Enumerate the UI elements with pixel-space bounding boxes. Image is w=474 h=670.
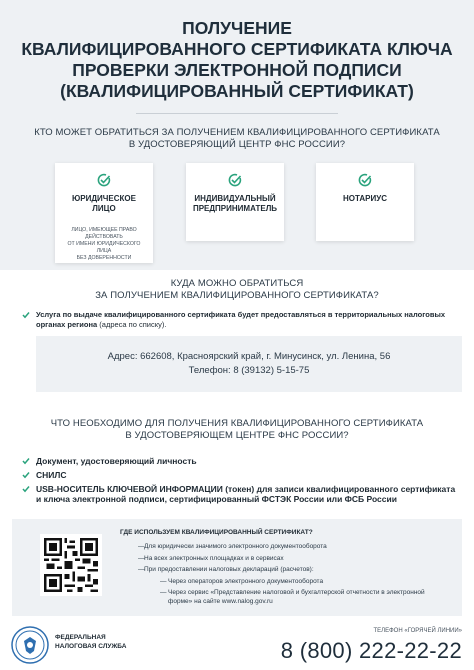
bullet-normal-text: (адреса по списку). bbox=[97, 319, 167, 329]
check-icon bbox=[22, 485, 30, 493]
need-question bbox=[10, 418, 464, 442]
address-phone: Телефон: 8 (39132) 5-15-75 bbox=[188, 365, 310, 376]
need-item-text: Документ, удостоверяющий личность bbox=[36, 456, 197, 466]
address-text: Адрес: 662608, Красноярский край, г. Минусинск, ул. Ленина, 56 bbox=[107, 351, 391, 362]
list-item bbox=[22, 456, 462, 466]
card-entrepreneur bbox=[186, 163, 284, 241]
fns-emblem-icon bbox=[10, 625, 50, 665]
need-question-line: В УДОСТОВЕРЯЮЩЕМ ЦЕНТРЕ ФНС РОССИИ? bbox=[125, 430, 349, 441]
card-title-line: ИНДИВИДУАЛЬНЫЙ bbox=[194, 194, 276, 203]
list-item: — На всех электронных площадках и в сервисах bbox=[120, 555, 450, 564]
card-notary bbox=[316, 163, 414, 241]
page-title bbox=[10, 18, 464, 102]
list-item: — Через сервис «Представление налоговой и бухгалтерской отчетности в электронной форме» на сайте www.nalog.gov.ru bbox=[120, 589, 450, 606]
footer-org-line: НАЛОГОВАЯ СЛУЖБА bbox=[55, 642, 127, 650]
who-question-line: В УДОСТОВЕРЯЮЩИЙ ЦЕНТР ФНС РОССИИ? bbox=[128, 139, 346, 150]
where-question-line: ЗА ПОЛУЧЕНИЕМ КВАЛИФИЦИРОВАННОГО СЕРТИФИКАТА? bbox=[95, 290, 379, 301]
card-title-line: ПРЕДПРИНИМАТЕЛЬ bbox=[192, 204, 278, 213]
usage-list bbox=[120, 543, 450, 609]
who-question bbox=[10, 127, 464, 151]
card-title bbox=[55, 194, 153, 214]
check-circle-icon bbox=[97, 173, 111, 187]
check-circle-icon bbox=[228, 173, 242, 187]
need-bullets bbox=[22, 456, 462, 508]
footer-org-line: ФЕДЕРАЛЬНАЯ bbox=[55, 634, 106, 641]
card-note-line: БЕЗ ДОВЕРЕННОСТИ bbox=[76, 255, 132, 261]
list-item: — Для юридически значимого электронного документооборота bbox=[120, 543, 450, 552]
qr-code[interactable] bbox=[40, 534, 102, 596]
card-title bbox=[316, 194, 414, 204]
card-note bbox=[55, 227, 153, 262]
where-question-line: КУДА МОЖНО ОБРАТИТЬСЯ bbox=[170, 278, 304, 289]
need-item-text: USB-НОСИТЕЛЬ КЛЮЧЕВОЙ ИНФОРМАЦИИ (токен) для записи квалифицированного сертификата и ключа электронной подписи, сертифицированный ФСТЭК России или ФСБ России bbox=[36, 484, 456, 504]
card-note-line: ЛИЦО, ИМЕЮЩЕЕ ПРАВО ДЕЙСТВОВАТЬ bbox=[71, 227, 137, 240]
where-bullets bbox=[22, 310, 462, 332]
footer-org-name bbox=[55, 634, 126, 651]
need-question-line: ЧТО НЕОБХОДИМО ДЛЯ ПОЛУЧЕНИЯ КВАЛИФИЦИРОВАННОГО СЕРТИФИКАТА bbox=[50, 418, 424, 429]
bullet-bold-text: Услуга по выдаче квалифицированного сертификата будет предоставляться в территориальных налоговых органах региона bbox=[36, 310, 446, 329]
address-box bbox=[36, 336, 462, 392]
title-line: ПРОВЕРКИ ЭЛЕКТРОННОЙ ПОДПИСИ bbox=[72, 60, 402, 80]
card-note-line: ОТ ИМЕНИ ЮРИДИЧЕСКОГО ЛИЦА bbox=[67, 241, 141, 254]
check-circle-icon bbox=[358, 173, 372, 187]
qr-code-icon bbox=[44, 538, 98, 592]
hotline-number[interactable]: 8 (800) 222-22-22 bbox=[280, 638, 462, 663]
check-icon bbox=[22, 457, 30, 465]
list-item bbox=[22, 470, 462, 480]
list-item bbox=[22, 484, 462, 504]
title-line: ПОЛУЧЕНИЕ bbox=[182, 18, 292, 38]
need-item-text: СНИЛС bbox=[36, 470, 67, 480]
who-question-line: КТО МОЖЕТ ОБРАТИТЬСЯ ЗА ПОЛУЧЕНИЕМ КВАЛИФИЦИРОВАННОГО СЕРТИФИКАТА bbox=[34, 127, 440, 138]
card-title-line: ЮРИДИЧЕСКОЕ bbox=[72, 194, 136, 203]
list-item bbox=[22, 310, 462, 329]
list-item: — При предоставлении налоговых деклараций (расчетов): bbox=[120, 566, 450, 575]
title-line: КВАЛИФИЦИРОВАННОГО СЕРТИФИКАТА КЛЮЧА bbox=[21, 39, 453, 59]
where-question bbox=[10, 278, 464, 302]
card-title-line: НОТАРИУС bbox=[343, 194, 387, 203]
card-title bbox=[186, 194, 284, 214]
card-legal-entity bbox=[55, 163, 153, 263]
usage-panel bbox=[12, 519, 462, 616]
title-line: (КВАЛИФИЦИРОВАННЫЙ СЕРТИФИКАТ) bbox=[60, 81, 414, 101]
hotline-label: ТЕЛЕФОН «ГОРЯЧЕЙ ЛИНИИ» bbox=[373, 628, 462, 634]
list-item: — Через операторов электронного документооборота bbox=[120, 578, 450, 587]
card-title-line: ЛИЦО bbox=[92, 204, 116, 213]
title-divider bbox=[136, 113, 338, 114]
check-icon bbox=[22, 311, 30, 319]
usage-heading: ГДЕ ИСПОЛЬЗУЕМ КВАЛИФИЦИРОВАННЫЙ СЕРТИФИКАТ? bbox=[120, 529, 313, 536]
check-icon bbox=[22, 471, 30, 479]
